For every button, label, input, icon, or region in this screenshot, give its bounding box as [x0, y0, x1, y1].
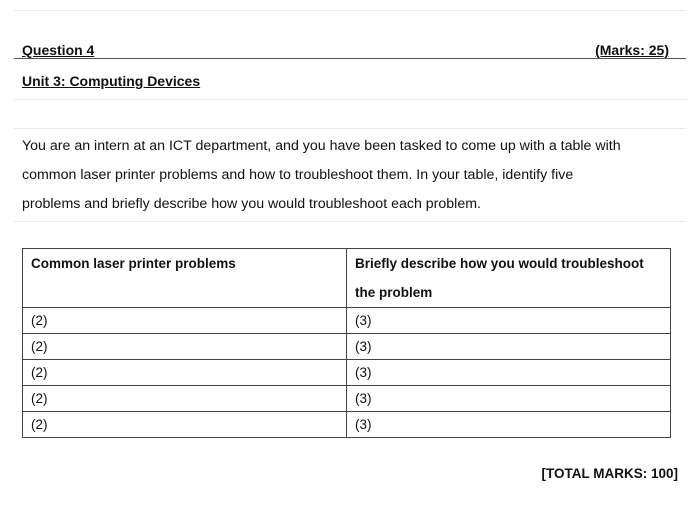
divider — [14, 128, 686, 129]
troubleshoot-cell[interactable]: (3) — [347, 360, 671, 386]
column-header-problems: Common laser printer problems — [23, 249, 347, 308]
table-header-row — [23, 249, 671, 308]
unit-title: Unit 3: Computing Devices — [22, 73, 201, 89]
marks-label: (Marks: 25) — [595, 42, 669, 58]
divider — [14, 99, 686, 100]
instructions-line: problems and briefly describe how you would troubleshoot each problem. — [22, 196, 481, 212]
problem-cell[interactable]: (2) — [23, 412, 347, 438]
troubleshoot-cell[interactable]: (3) — [347, 386, 671, 412]
problem-cell[interactable]: (2) — [23, 386, 347, 412]
column-header-troubleshoot: Briefly describe how you would troubleshoot the problem — [347, 249, 671, 308]
troubleshoot-cell[interactable]: (3) — [347, 412, 671, 438]
problems-table — [22, 248, 671, 438]
question-title: Question 4 — [22, 42, 95, 58]
total-marks: [TOTAL MARKS: 100] — [541, 466, 678, 481]
problem-cell[interactable]: (2) — [23, 360, 347, 386]
troubleshoot-cell[interactable]: (3) — [347, 334, 671, 360]
table-row — [23, 308, 671, 334]
table-row — [23, 412, 671, 438]
instructions-line: common laser printer problems and how to troubleshoot them. In your table, identify five — [22, 167, 574, 183]
instructions-line: You are an intern at an ICT department, and you have been tasked to come up with a table with — [22, 138, 621, 154]
divider — [14, 221, 686, 222]
table-row — [23, 360, 671, 386]
table-row — [23, 334, 671, 360]
question-underline — [14, 58, 686, 59]
table-row — [23, 386, 671, 412]
troubleshoot-cell[interactable]: (3) — [347, 308, 671, 334]
divider — [14, 10, 686, 11]
problem-cell[interactable]: (2) — [23, 308, 347, 334]
instructions-paragraph — [22, 132, 672, 219]
problem-cell[interactable]: (2) — [23, 334, 347, 360]
